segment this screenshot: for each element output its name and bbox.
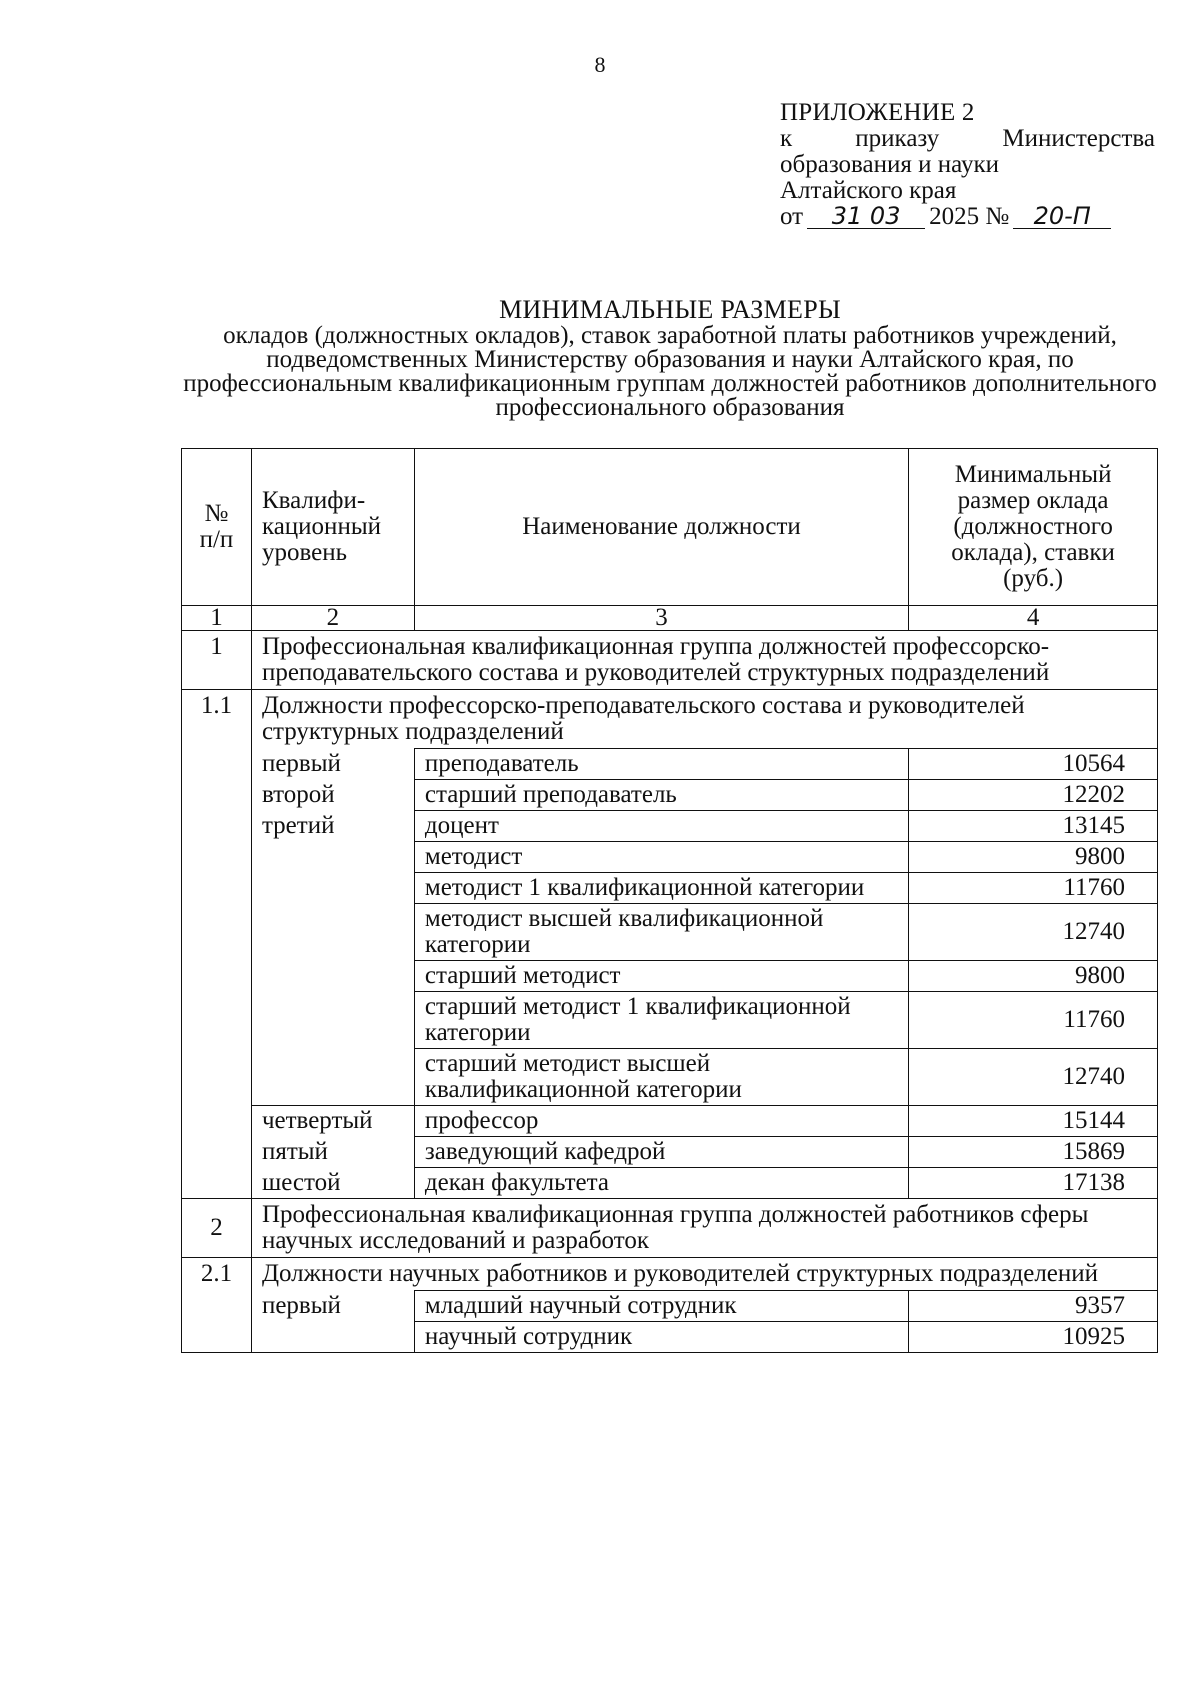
- table-header-row: [182, 449, 1158, 606]
- level-cell: пятый: [251, 1137, 414, 1168]
- level-cell: второй: [251, 780, 414, 811]
- group-num: 2: [182, 1199, 252, 1258]
- level-cell: первый: [251, 1291, 414, 1353]
- designation-cell: научный сотрудник: [414, 1322, 908, 1353]
- subgroup-row: [182, 1258, 1158, 1291]
- group-row: [182, 631, 1158, 690]
- index-cell: 4: [909, 606, 1158, 631]
- appendix-word-k: к: [780, 125, 793, 152]
- designation-cell: старший преподаватель: [414, 780, 908, 811]
- table-row: [182, 1168, 1158, 1199]
- designation-cell: заведующий кафедрой: [414, 1137, 908, 1168]
- index-cell: 3: [414, 606, 908, 631]
- level-cell: третий: [251, 811, 414, 1106]
- salary-cell: 15869: [909, 1137, 1158, 1168]
- salary-cell: 11760: [909, 873, 1158, 904]
- group-title: Профессиональная квалификационная группа должностей профессорско-преподавательского состава и руководителей структурных подразделений: [251, 631, 1157, 690]
- salary-cell: 17138: [909, 1168, 1158, 1199]
- appendix-word-ministry: Министерства: [1002, 125, 1155, 152]
- appendix-block: [780, 100, 1155, 230]
- table-row: [182, 1106, 1158, 1137]
- subgroup-num: 1.1: [182, 690, 252, 1199]
- salary-cell: 10564: [909, 749, 1158, 780]
- designation-cell: методист высшей квалификационной категории: [414, 904, 908, 961]
- header-level: Квалифи-кационный уровень: [251, 449, 414, 606]
- title-main: МИНИМАЛЬНЫЕ РАЗМЕРЫ: [499, 295, 841, 324]
- index-cell: 2: [251, 606, 414, 631]
- table-row: [182, 1291, 1158, 1322]
- level-cell: четвертый: [251, 1106, 414, 1137]
- table-row: [182, 780, 1158, 811]
- document-title: [180, 295, 1160, 421]
- group-row: [182, 1199, 1158, 1258]
- salary-cell: 15144: [909, 1106, 1158, 1137]
- table-row: [182, 1137, 1158, 1168]
- designation-cell: методист 1 квалификационной категории: [414, 873, 908, 904]
- index-row: [182, 606, 1158, 631]
- designation-cell: декан факультета: [414, 1168, 908, 1199]
- salary-table: [181, 448, 1158, 1353]
- salary-cell: 9800: [909, 842, 1158, 873]
- salary-cell: 10925: [909, 1322, 1158, 1353]
- designation-cell: доцент: [414, 811, 908, 842]
- appendix-title: ПРИЛОЖЕНИЕ 2: [780, 99, 975, 126]
- appendix-line-2: образования и науки: [780, 151, 999, 178]
- group-title: Профессиональная квалификационная группа должностей работников сферы научных исследований и разработок: [251, 1199, 1157, 1258]
- salary-cell: 9800: [909, 961, 1158, 992]
- salary-cell: 12740: [909, 1049, 1158, 1106]
- designation-cell: методист: [414, 842, 908, 873]
- appendix-word-order: приказу: [855, 125, 940, 152]
- subgroup-row: [182, 690, 1158, 749]
- designation-cell: старший методист высшей квалификационной категории: [414, 1049, 908, 1106]
- handwritten-order-number: 20-П: [1013, 204, 1111, 229]
- header-num: № п/п: [182, 449, 252, 606]
- title-subtitle: окладов (должностных окладов), ставок заработной платы работников учреждений, подведомственных Министерству образования и науки Алтайского края, по профессиональным квалификационным группам должностей работников дополнительного профессионального образования: [183, 322, 1157, 421]
- page-number: 8: [594, 52, 606, 77]
- subgroup-title: Должности научных работников и руководителей структурных подразделений: [251, 1258, 1157, 1291]
- salary-cell: 9357: [909, 1291, 1158, 1322]
- table-row: [182, 811, 1158, 842]
- designation-cell: старший методист 1 квалификационной категории: [414, 992, 908, 1049]
- appendix-line-1: [780, 126, 1155, 152]
- level-cell: шестой: [251, 1168, 414, 1199]
- subgroup-title: Должности профессорско-преподавательского состава и руководителей структурных подразделений: [251, 690, 1157, 749]
- appendix-date-prefix: от: [780, 203, 804, 230]
- group-num: 1: [182, 631, 252, 690]
- index-cell: 1: [182, 606, 252, 631]
- appendix-line-3: Алтайского края: [780, 177, 957, 204]
- designation-cell: преподаватель: [414, 749, 908, 780]
- appendix-year: 2025 №: [929, 203, 1010, 230]
- level-cell: первый: [251, 749, 414, 780]
- designation-cell: профессор: [414, 1106, 908, 1137]
- header-designation: Наименование должности: [414, 449, 908, 606]
- header-salary: Минимальный размер оклада (должностного оклада), ставки (руб.): [909, 449, 1158, 606]
- appendix-date-line: [780, 204, 1155, 230]
- subgroup-num: 2.1: [182, 1258, 252, 1353]
- table-row: [182, 749, 1158, 780]
- salary-cell: 12202: [909, 780, 1158, 811]
- salary-cell: 13145: [909, 811, 1158, 842]
- designation-cell: старший методист: [414, 961, 908, 992]
- handwritten-date: 31 03: [807, 204, 925, 229]
- salary-cell: 11760: [909, 992, 1158, 1049]
- salary-cell: 12740: [909, 904, 1158, 961]
- designation-cell: младший научный сотрудник: [414, 1291, 908, 1322]
